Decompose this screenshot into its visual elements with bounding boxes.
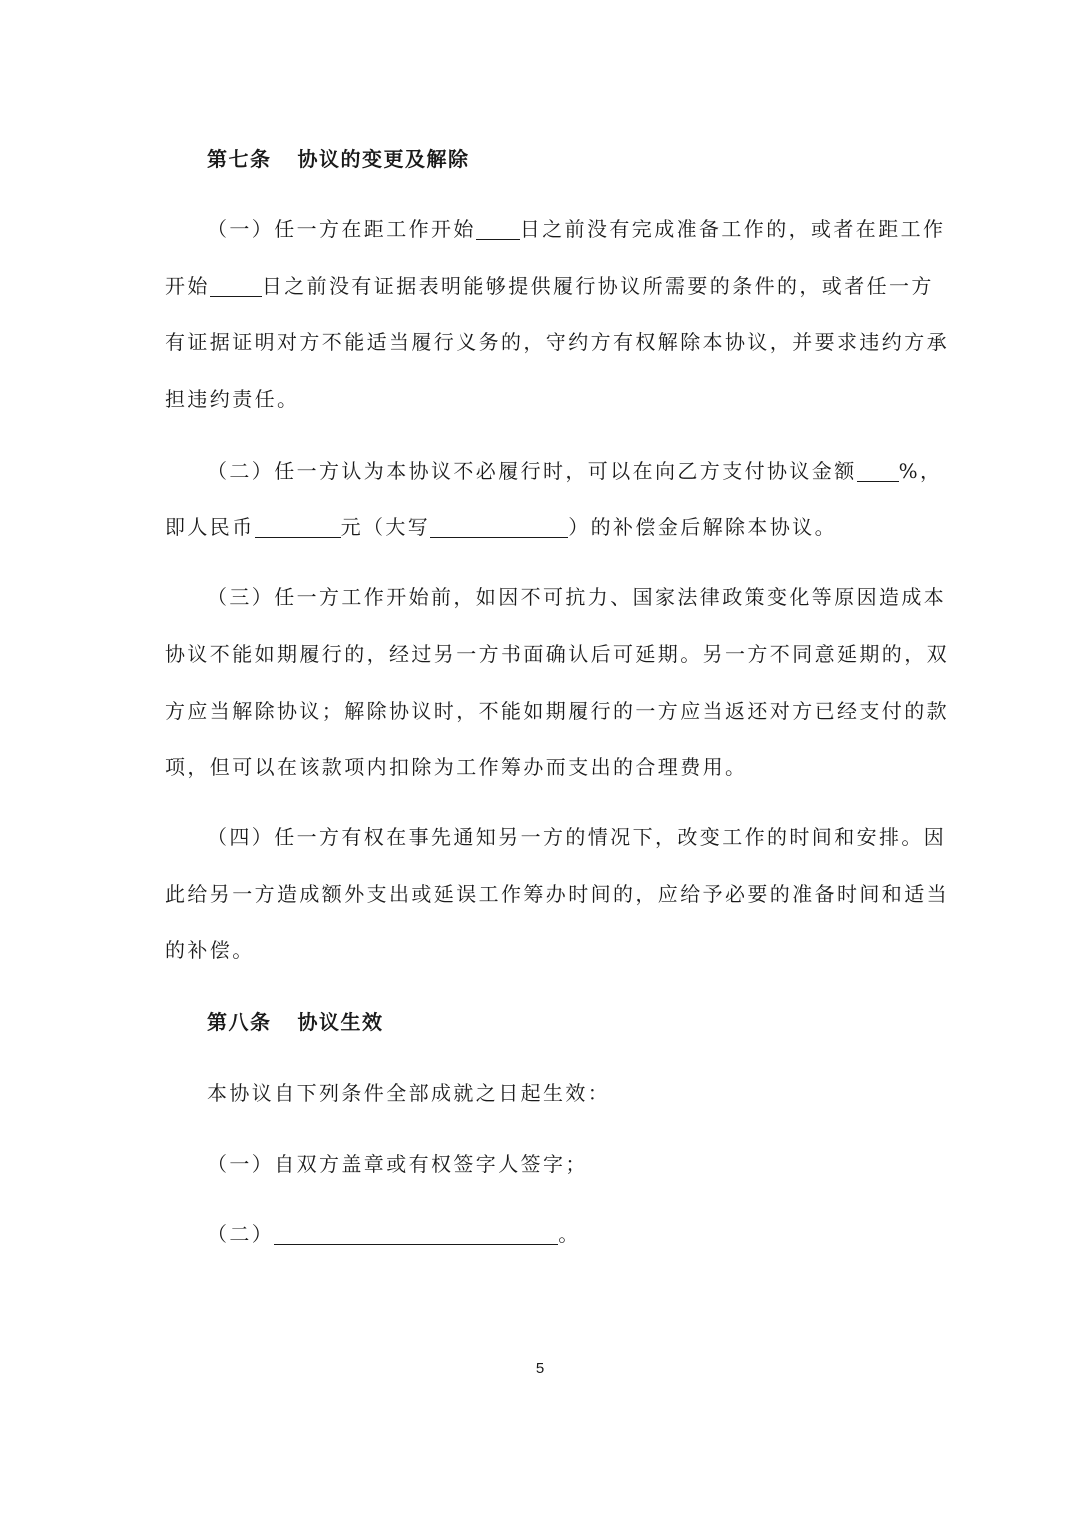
article-7-number: 第七条	[207, 147, 272, 171]
article-7-clause-3-line-1: （三）任一方工作开始前，如因不可抗力、国家法律政策变化等原因造成本	[207, 585, 947, 609]
article-8-number: 第八条	[207, 1010, 272, 1034]
article-7-clause-1-line-3: 有证据证明对方不能适当履行义务的，守约方有权解除本协议，并要求违约方承	[165, 330, 949, 354]
fill-in-blank-amount-in-words	[430, 515, 568, 538]
article-7-heading	[207, 144, 917, 174]
article-8-title: 协议生效	[297, 1010, 384, 1034]
fill-in-blank-days	[210, 274, 262, 297]
article-7-clause-4-line-1: （四）任一方有权在事先通知另一方的情况下，改变工作的时间和安排。因	[207, 825, 947, 849]
text-segment: 日之前没有证据表明能够提供履行协议所需要的条件的，或者任一方	[261, 274, 934, 298]
page-number: 5	[535, 1360, 545, 1377]
article-7-clause-3-line-3: 方应当解除协议；解除协议时，不能如期履行的一方应当返还对方已经支付的款	[165, 699, 949, 723]
fill-in-blank-condition	[274, 1222, 558, 1245]
text-segment: 开始	[165, 274, 210, 298]
fill-in-blank-percent	[857, 459, 899, 482]
fill-in-blank-amount	[255, 515, 341, 538]
article-8-heading	[207, 1007, 917, 1037]
article-8-item-1: （一）自双方盖章或有权签字人签字；	[207, 1152, 588, 1176]
article-7-clause-3-line-2: 协议不能如期履行的，经过另一方书面确认后可延期。另一方不同意延期的，双	[165, 642, 949, 666]
article-7-clause-1-line-4: 担违约责任。	[165, 387, 300, 411]
text-segment: 即人民币	[165, 515, 255, 539]
text-segment: （二）任一方认为本协议不必履行时，可以在向乙方支付协议金额	[207, 459, 857, 483]
article-7-clause-4-line-2: 此给另一方造成额外支出或延误工作筹办时间的，应给予必要的准备时间和适当	[165, 882, 949, 906]
article-8-intro: 本协议自下列条件全部成就之日起生效：	[207, 1081, 611, 1105]
text-segment: 元（大写	[340, 515, 431, 539]
article-7-clause-3-line-4: 项，但可以在该款项内扣除为工作筹办而支出的合理费用。	[165, 755, 748, 779]
article-7-clause-2-line-1	[207, 456, 943, 486]
fill-in-blank-days	[476, 217, 520, 240]
article-7-clause-2-line-2	[165, 512, 917, 542]
article-7-clause-4-line-3: 的补偿。	[165, 938, 255, 962]
text-segment: （一）任一方在距工作开始	[207, 217, 476, 241]
article-7-clause-1-line-2	[165, 271, 934, 301]
text-segment: 日之前没有完成准备工作的，或者在距工作	[519, 217, 946, 241]
text-segment: %，	[898, 459, 943, 483]
text-segment: 。	[558, 1222, 581, 1246]
text-segment: （二）	[207, 1222, 275, 1246]
article-7-clause-1-line-1	[207, 214, 946, 244]
text-segment: ）的补偿金后解除本协议。	[568, 515, 838, 539]
article-8-item-2	[207, 1219, 917, 1249]
article-7-title: 协议的变更及解除	[297, 147, 470, 171]
